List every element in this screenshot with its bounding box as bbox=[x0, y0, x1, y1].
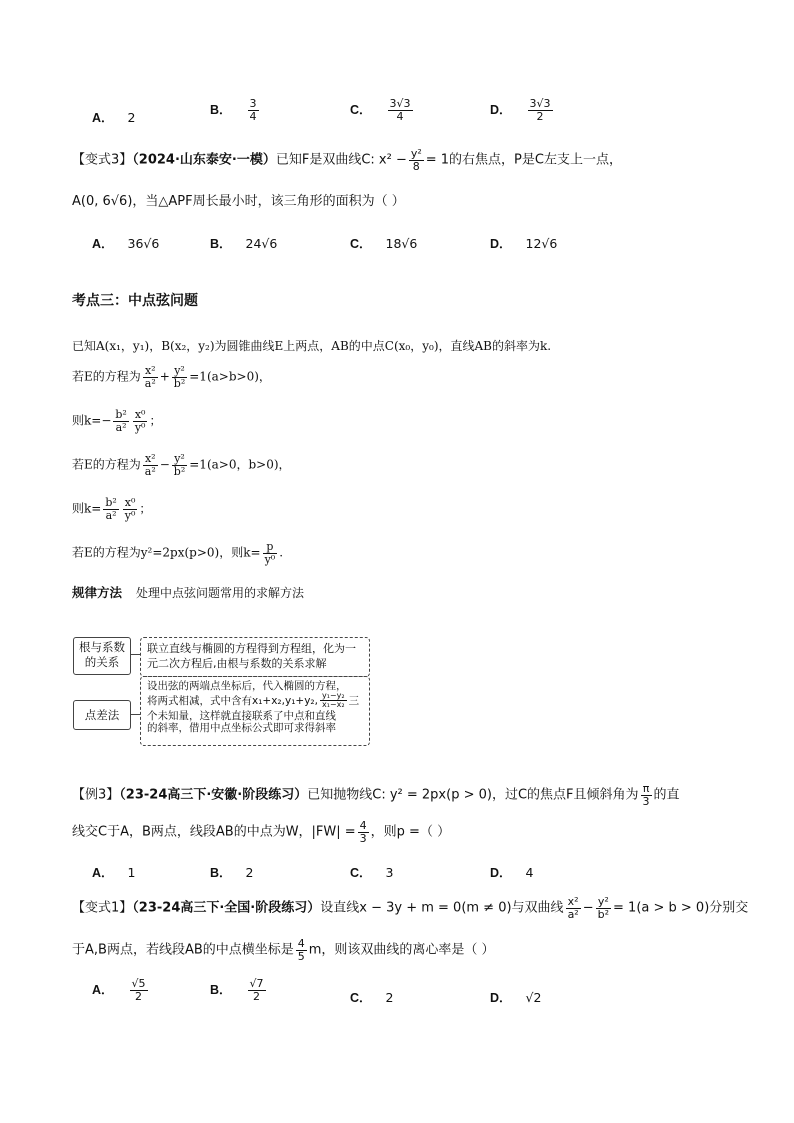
theory-line-3: 则k=− $\frac{\text{b²}}{\text{a²}}$ $\frac{\text{x⁰}}{\text{y⁰}}$ ； bbox=[72, 408, 162, 434]
option-d: D． $\frac{3√3}{2}$ bbox=[490, 97, 551, 123]
variant3-question-line2: A(0, 6√6)，当△APF周长最小时，该三角形的面积为（ ） bbox=[72, 194, 405, 209]
option-c: C． 2 bbox=[350, 990, 394, 1005]
diagram-label-point-difference: 点差法 bbox=[73, 700, 131, 730]
connector-line bbox=[130, 654, 140, 655]
diagram-label-vieta: 根与系数的关系 bbox=[73, 637, 131, 675]
option-c: C． 18√6 bbox=[350, 236, 418, 251]
variant1-question: 【变式1】（23-24高三下·全国·阶段练习）设直线x − 3y + m = 0(m ≠ 0)与双曲线 $\frac{\text{x²}}{\text{a²}}$ − $\frac{\text{y²}}{\text{b²}}$ = 1(a > b > 0)分别交 bbox=[72, 895, 749, 921]
option-c: C． 3 bbox=[350, 865, 394, 880]
option-a: A． $\frac{√5}{2}$ bbox=[92, 977, 146, 1003]
option-d: D． 12√6 bbox=[490, 236, 558, 251]
variant3-question: 【变式3】（2024·山东泰安·一模）已知F是双曲线C: x² − $\frac{\text{y²}}{8}$ = 1的右焦点，P是C左支上一点， bbox=[72, 147, 622, 173]
theory-line-5: 则k= $\frac{\text{b²}}{\text{a²}}$ $\frac{\text{x⁰}}{\text{y⁰}}$ ； bbox=[72, 496, 152, 522]
diagram-text-vieta: 联立直线与椭圆的方程得到方程组，化为一元二次方程后,由根与系数的关系求解 bbox=[140, 637, 370, 677]
example3-question: 【例3】（23-24高三下·安徽·阶段练习）已知抛物线C: y² = 2px(p > 0)，过C的焦点F且倾斜角为 $\frac{\pi}{3}$ 的直 bbox=[72, 782, 680, 808]
option-b: B． $\frac{3}{4}$ bbox=[210, 97, 257, 123]
theory-line-6: 若E的方程为y²=2px(p>0)，则k= $\frac{p}{\text{y⁰}}$ . bbox=[72, 540, 284, 566]
option-c: C． $\frac{3√3}{4}$ bbox=[350, 97, 411, 123]
option-b: B． 2 bbox=[210, 865, 254, 880]
option-d: D． √2 bbox=[490, 990, 542, 1005]
section-title: 考点三：中点弦问题 bbox=[72, 292, 198, 308]
diagram-text-point-difference: 设出弦的两端点坐标后，代入椭圆的方程， 将两式相减，式中含有x₁+x₂,y₁+y₂, $\frac{\text{y₁−y₂}}{\text{x₁−x₂}}$ 三 个未知量，这样就直接联系了中点和直线 的斜率，借用中点坐标公式即可求得斜率 bbox=[140, 676, 370, 746]
variant1-question-line2: 于A,B两点，若线段AB的中点横坐标是 $\frac{4}{5}$ m，则该双曲线的离心率是（ ） bbox=[72, 937, 495, 963]
option-a: A． 1 bbox=[92, 865, 136, 880]
theory-line-2: 若E的方程为 $\frac{\text{x²}}{\text{a²}}$ + $\frac{\text{y²}}{\text{b²}}$ =1(a>b>0)， bbox=[72, 364, 271, 390]
connector-line bbox=[130, 714, 140, 715]
option-d: D． 4 bbox=[490, 865, 534, 880]
option-b: B． 24√6 bbox=[210, 236, 278, 251]
example3-question-line2: 线交C于A，B两点，线段AB的中点为W，|FW| = $\frac{4}{3}$ ，则p =（ ） bbox=[72, 819, 451, 845]
option-a: A． 2 bbox=[92, 110, 136, 125]
option-b: B． $\frac{√7}{2}$ bbox=[210, 977, 264, 1003]
method-line: 规律方法 处理中点弦问题常用的求解方法 bbox=[72, 586, 305, 600]
theory-line-4: 若E的方程为 $\frac{\text{x²}}{\text{a²}}$ − $\frac{\text{y²}}{\text{b²}}$ =1(a>0，b>0)， bbox=[72, 452, 291, 478]
option-a: A． 36√6 bbox=[92, 236, 160, 251]
theory-line-1: 已知A(x₁，y₁)，B(x₂，y₂)为圆锥曲线E上两点，AB的中点C(x₀，y₀)，直线AB的斜率为k. bbox=[72, 339, 552, 353]
